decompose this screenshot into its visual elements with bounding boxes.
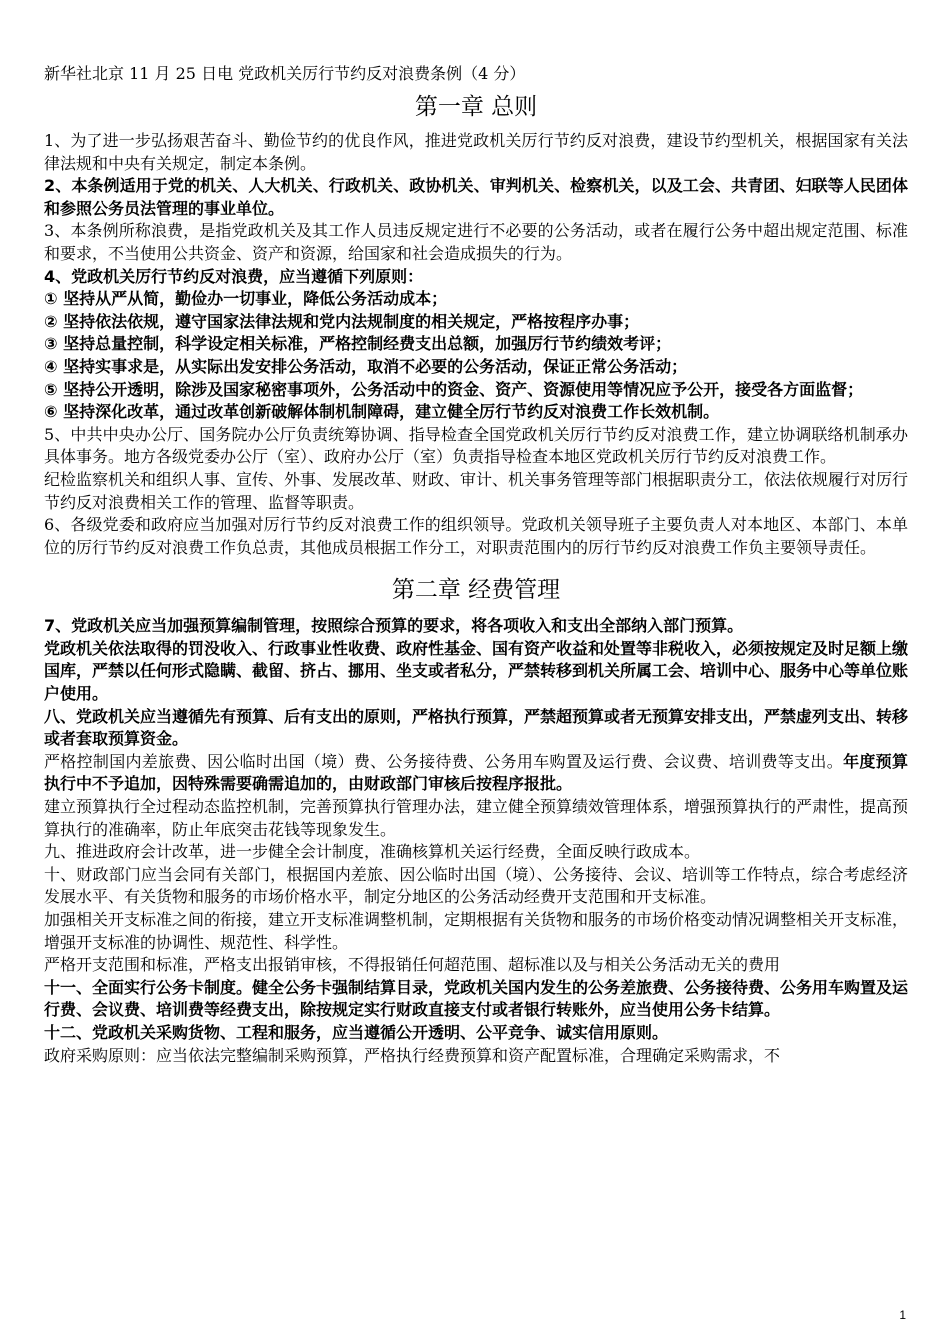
- article-paragraph: 2、本条例适用于党的机关、人大机关、行政机关、政协机关、审判机关、检察机关，以及工会、共青团、妇联等人民团体和参照公务员法管理的事业单位。: [44, 176, 908, 218]
- page-number: 1: [899, 1308, 906, 1322]
- article-paragraph: 7、党政机关应当加强预算编制管理，按照综合预算的要求，将各项收入和支出全部纳入部门预算。: [44, 616, 744, 636]
- article-paragraph: 纪检监察机关和组织人事、宣传、外事、发展改革、财政、审计、机关事务管理等部门根据职责分工，依法依规履行对厉行节约反对浪费相关工作的管理、监督等职责。: [44, 469, 909, 512]
- news-header: 新华社北京 11 月 25 日电 党政机关厉行节约反对浪费条例（4 分）: [44, 64, 526, 83]
- principle-item: ④ 坚持实事求是，从实际出发安排公务活动，取消不必要的公务活动，保证正常公务活动；: [44, 356, 688, 376]
- article-paragraph: 严格开支范围和标准，严格支出报销审核，不得报销任何超范围、超标准以及与相关公务活动无关的费用: [44, 955, 781, 975]
- principle-item: ⑥ 坚持深化改革，通过改革创新破解体制机制障碍，建立健全厉行节约反对浪费工作长效机制。: [44, 402, 720, 422]
- chapter-2-body: [44, 615, 908, 1067]
- principle-item: ⑤ 坚持公开透明，除涉及国家秘密事项外，公务活动中的资金、资产、资源使用等情况应予公开，接受各方面监督；: [44, 379, 864, 399]
- principle-item: ③ 坚持总量控制，科学设定相关标准，严格控制经费支出总额，加强厉行节约绩效考评；: [44, 334, 672, 354]
- principle-item: ① 坚持从严从简，勤俭办一切事业，降低公务活动成本；: [44, 289, 448, 309]
- article-paragraph: 1、为了进一步弘扬艰苦奋斗、勤俭节约的优良作风，推进党政机关厉行节约反对浪费，建设节约型机关，根据国家有关法律法规和中央有关规定，制定本条例。: [44, 131, 908, 173]
- article-paragraph: 十一、全面实行公务卡制度。健全公务卡强制结算目录，党政机关国内发生的公务差旅费、公务接待费、公务用车购置及运行费、会议费、培训费等经费支出，除按规定实行财政直接支付或者银行转账外，应当使用公务卡结算。: [44, 977, 909, 1020]
- chapter-1-body: [44, 130, 908, 559]
- article-paragraph: 加强相关开支标准之间的衔接，建立开支标准调整机制，定期根据有关货物和服务的市场价格变动情况调整相关开支标准，增强开支标准的协调性、规范性、科学性。: [44, 910, 909, 952]
- paragraph-text: 严格控制国内差旅费、因公临时出国（境）费、公务接待费、公务用车购置及运行费、会议费、培训费等支出。: [44, 751, 844, 771]
- article-paragraph: 4、党政机关厉行节约反对浪费，应当遵循下列原则：: [44, 266, 424, 286]
- article-paragraph: 5、中共中央办公厅、国务院办公厅负责统筹协调、指导检查全国党政机关厉行节约反对浪费工作，建立协调联络机制承办具体事务。地方各级党委办公厅（室）、政府办公厅（室）负责指导检查本地区党政机关厉行节约反对浪费工作。: [44, 424, 908, 467]
- article-paragraph: 政府采购原则：应当依法完整编制采购预算，严格执行经费预算和资产配置标准，合理确定采购需求，不: [44, 1045, 781, 1065]
- article-paragraph: 3、本条例所称浪费，是指党政机关及其工作人员违反规定进行不必要的公务活动，或者在履行公务中超出规定范围、标准和要求，不当使用公共资金、资产和资源，给国家和社会造成损失的行为。: [44, 221, 908, 263]
- article-paragraph: 十、财政部门应当会同有关部门，根据国内差旅、因公临时出国（境）、公务接待、会议、培训等工作特点，综合考虑经济发展水平、有关货物和服务的市场价格水平，制定分地区的公务活动经费开支范围和开支标准。: [44, 864, 908, 907]
- article-paragraph: 十二、党政机关采购货物、工程和服务，应当遵循公开透明、公平竞争、诚实信用原则。: [44, 1022, 669, 1042]
- paragraph-bold-tail: 年度预算执行中不予追加，因特殊需要确需追加的，由财政部门审核后按程序报批。: [44, 751, 908, 794]
- article-paragraph: 建立预算执行全过程动态监控机制，完善预算执行管理办法，建立健全预算绩效管理体系，增强预算执行的严肃性，提高预算执行的准确率，防止年底突击花钱等现象发生。: [44, 797, 909, 839]
- principle-item: ② 坚持依法依规，遵守国家法律法规和党内法规制度的相关规定，严格按程序办事；: [44, 311, 640, 331]
- chapter-2-title: 第二章 经费管理: [391, 577, 561, 604]
- chapter-1-title: 第一章 总则: [414, 94, 538, 120]
- article-paragraph: 6、各级党委和政府应当加强对厉行节约反对浪费工作的组织领导。党政机关领导班子主要负责人对本地区、本部门、本单位的厉行节约反对浪费工作负总责，其他成员根据工作分工，对职责范围内的厉行节约反对浪费工作负主要领导责任。: [44, 515, 908, 557]
- document-body: [44, 62, 908, 1067]
- article-paragraph: 党政机关依法取得的罚没收入、行政事业性收费、政府性基金、国有资产收益和处置等非税收入，必须按规定及时足额上缴国库，严禁以任何形式隐瞒、截留、挤占、挪用、坐支或者私分，严禁转移到机关所属工会、培训中心、服务中心等单位账户使用。: [44, 638, 909, 704]
- article-paragraph: 八、党政机关应当遵循先有预算、后有支出的原则，严格执行预算，严禁超预算或者无预算安排支出，严禁虚列支出、转移或者套取预算资金。: [44, 706, 909, 749]
- article-paragraph: 九、推进政府会计改革，进一步健全会计制度，准确核算机关运行经费，全面反映行政成本。: [44, 842, 701, 862]
- article-paragraph: [44, 751, 908, 796]
